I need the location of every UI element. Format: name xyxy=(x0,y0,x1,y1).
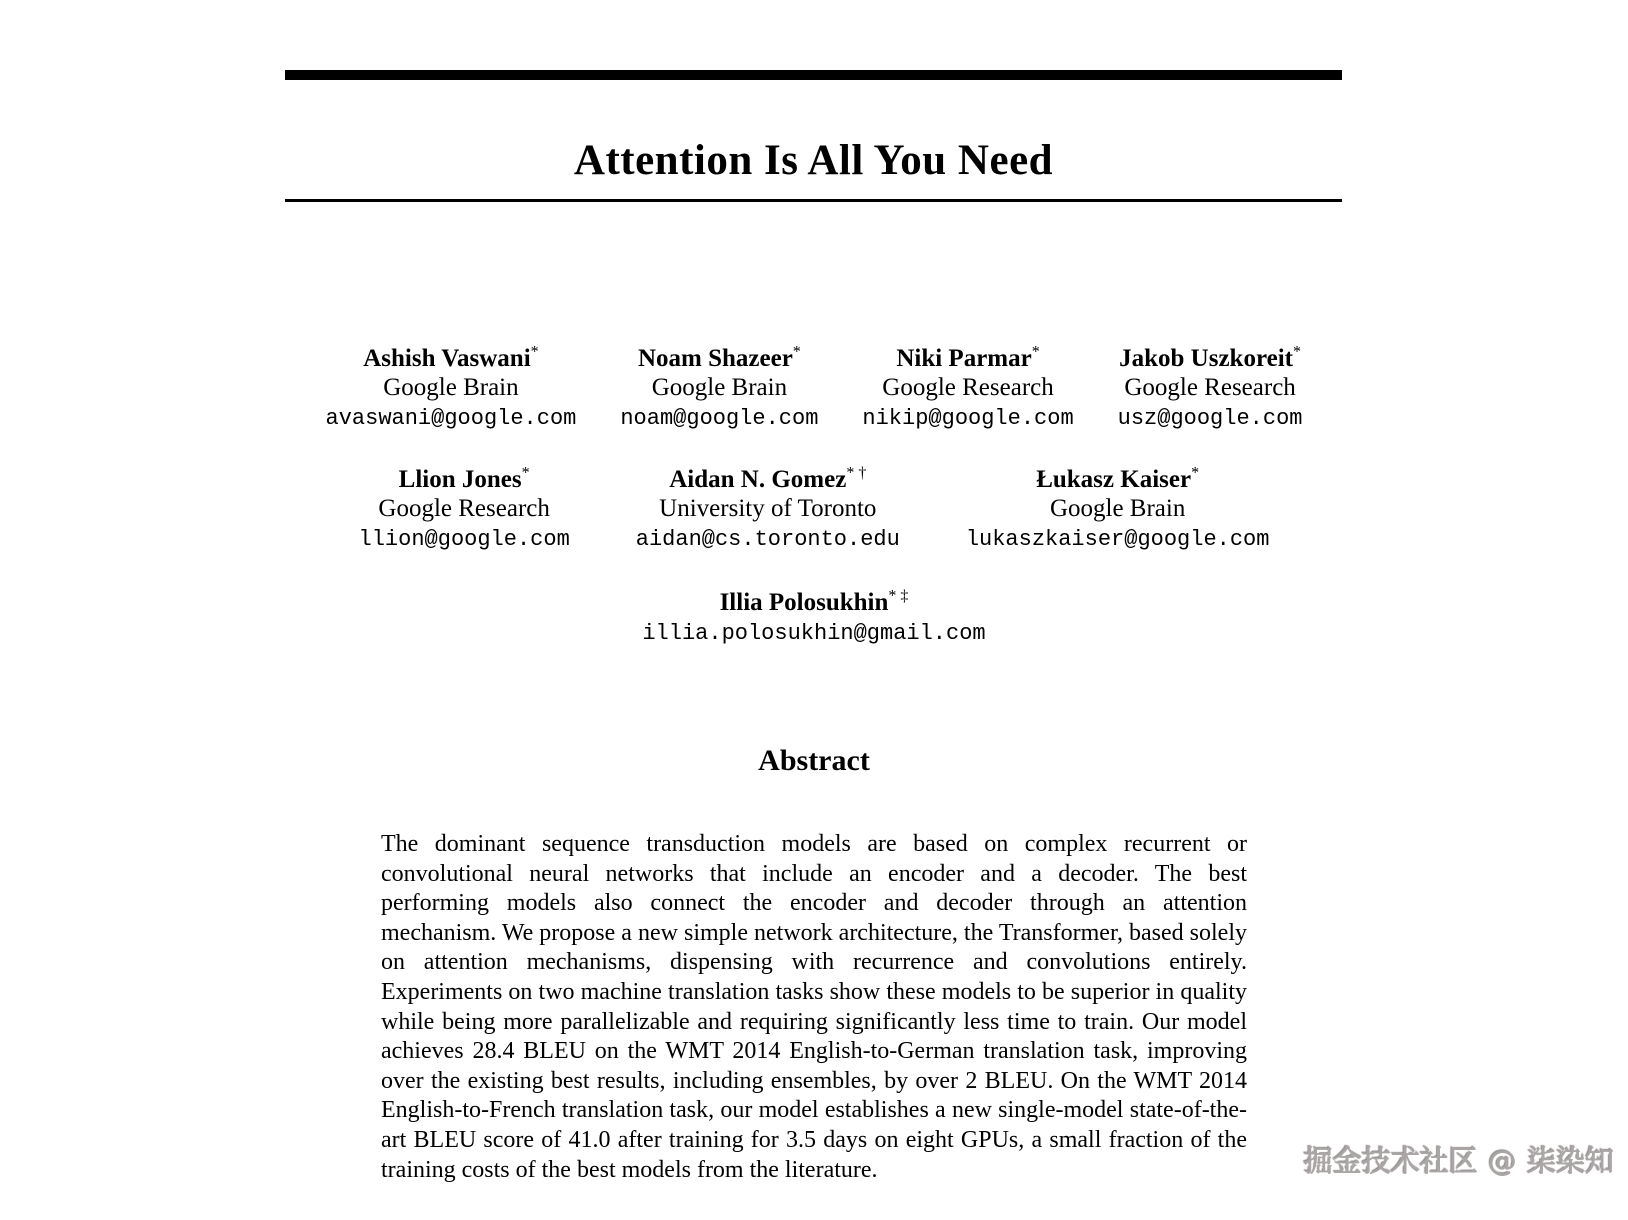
author-mark: * † xyxy=(846,464,867,482)
author-email: usz@google.com xyxy=(1117,406,1303,431)
author-jakob-uszkoreit xyxy=(1118,344,1303,433)
author-name-text: Illia Polosukhin xyxy=(719,589,889,616)
author-email: aidan@cs.toronto.edu xyxy=(635,527,900,552)
title-rule-bottom xyxy=(285,199,1342,202)
author-mark: * xyxy=(521,464,530,482)
author-name xyxy=(966,465,1270,494)
author-affiliation: Google Research xyxy=(882,374,1054,401)
author-affiliation: Google Brain xyxy=(383,374,519,401)
author-row-3 xyxy=(642,588,985,648)
author-niki-parmar xyxy=(862,344,1073,433)
author-email: noam@google.com xyxy=(620,406,819,431)
author-aidan-gomez xyxy=(636,465,900,554)
author-block xyxy=(0,344,1628,648)
author-email: nikip@google.com xyxy=(862,406,1074,431)
author-affiliation: Google Research xyxy=(378,495,550,522)
author-row-2 xyxy=(359,465,1270,554)
author-mark: * xyxy=(1292,343,1301,361)
author-email: llion@google.com xyxy=(358,527,570,552)
author-name xyxy=(326,344,577,373)
author-name xyxy=(636,465,900,494)
author-affiliation: Google Brain xyxy=(651,374,788,401)
author-row-1 xyxy=(326,344,1303,433)
paper-title: Attention Is All You Need xyxy=(573,136,1054,184)
author-name xyxy=(359,465,570,494)
author-email: lukaszkaiser@google.com xyxy=(965,527,1270,552)
author-name-text: Jakob Uszkoreit xyxy=(1119,345,1293,372)
watermark: 掘金技术社区 @ 柒染知 xyxy=(1303,1144,1614,1178)
author-name-text: Noam Shazeer xyxy=(637,345,793,372)
author-mark: * xyxy=(792,343,801,361)
author-ashish-vaswani xyxy=(326,344,577,433)
author-affiliation: University of Toronto xyxy=(659,495,877,522)
author-name-text: Aidan N. Gomez xyxy=(669,466,847,493)
author-name-text: Niki Parmar xyxy=(896,345,1032,372)
author-mark: * ‡ xyxy=(888,587,909,605)
author-affiliation: Google Research xyxy=(1124,374,1296,401)
author-email: avaswani@google.com xyxy=(325,406,577,431)
author-name xyxy=(1118,344,1303,373)
author-noam-shazeer xyxy=(620,344,818,433)
author-mark: * xyxy=(530,343,539,361)
author-illia-polosukhin xyxy=(642,588,985,648)
author-affiliation: Google Brain xyxy=(1049,495,1186,522)
title-rule-top xyxy=(285,70,1342,80)
author-name-text: Łukasz Kaiser xyxy=(1036,466,1192,493)
abstract-heading: Abstract xyxy=(758,744,870,777)
abstract-text: The dominant sequence transduction models are based on complex recurrent or convolutional neural networks that include an encoder and a decoder. The best performing models also connect the encoder and decoder through an attention mechanism. We propose a new simple network architecture, the Transformer, based solely on attention mechanisms, dispensing with recurrence and convolutions entirely. Experiments on two machine translation tasks show these models to be superior in quality while being more parallelizable and requiring significantly less time to train. Our model achieves 28.4 BLEU on the WMT 2014 English-to-German translation task, improving over the existing best results, including ensembles, by over 2 BLEU. On the WMT 2014 English-to-French translation task, our model establishes a new single-model state-of-the-art BLEU score of 41.0 after training for 3.5 days on eight GPUs, a small fraction of the training costs of the best models from the literature. xyxy=(381,831,1247,1183)
author-lukasz-kaiser xyxy=(966,465,1270,554)
author-name-text: Llion Jones xyxy=(398,466,522,493)
author-mark: * xyxy=(1031,343,1040,361)
author-mark: * xyxy=(1191,464,1200,482)
author-name xyxy=(862,344,1073,373)
author-name-text: Ashish Vaswani xyxy=(363,345,531,372)
author-name xyxy=(620,344,818,373)
author-email: illia.polosukhin@gmail.com xyxy=(642,621,986,646)
author-llion-jones xyxy=(359,465,570,554)
author-name xyxy=(642,588,985,617)
